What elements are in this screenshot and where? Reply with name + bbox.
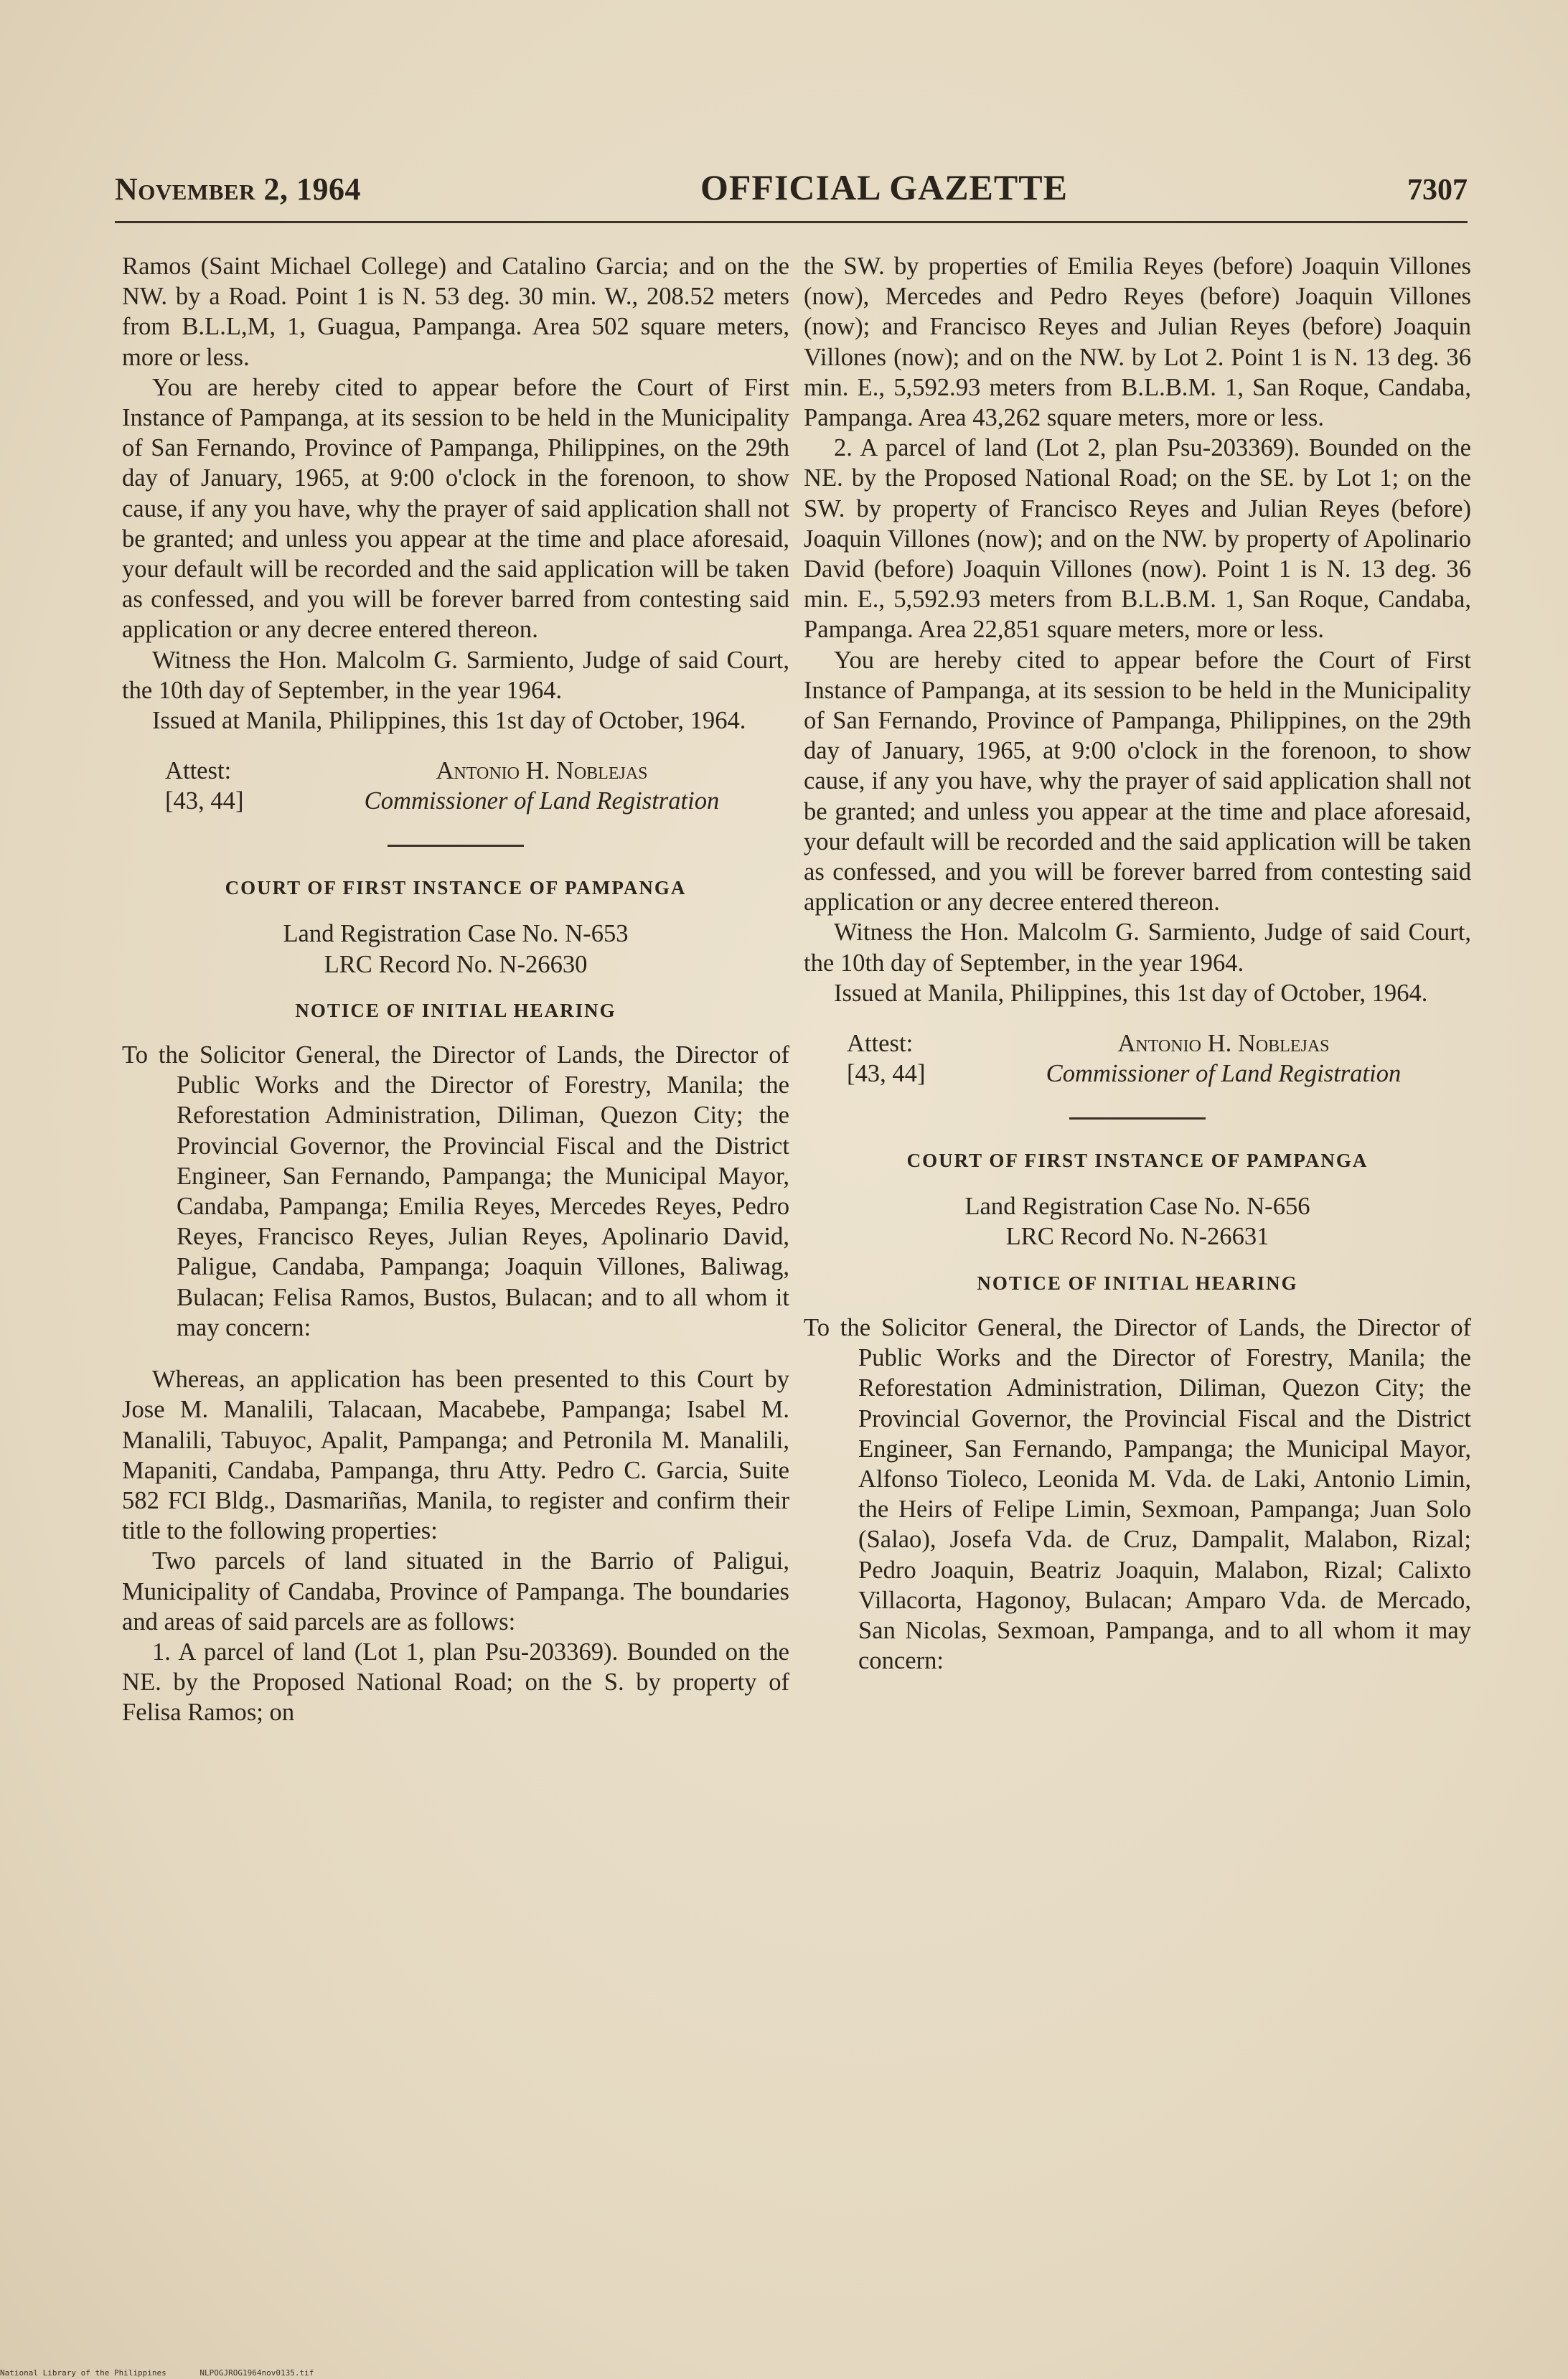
signatory-title: Commissioner of Land Registration [364, 787, 720, 815]
lrc-record: LRC Record No. N-26631 [1005, 1223, 1269, 1251]
lot-2-paragraph: 2. A parcel of land (Lot 2, plan Psu-203369). Bounded on the NE. by the Proposed National Road; on the SE. by Lot 1; on the SW. by property of Francisco Reyes and Julian Reyes (before) Joaquin Villones (now); and on the NW. by property of Apolinario David (before) Joaquin Villones (now). Point 1 is N. 13 deg. 36 min. E., 5,592.93 meters from B.L.B.M. 1, San Roque, Candaba, Pampanga. Area 22,851 square meters, more or less. [804, 434, 1471, 644]
case-number: Land Registration Case No. N-656 [964, 1193, 1310, 1221]
section-divider [1069, 1117, 1206, 1120]
attest-signatory [976, 1028, 1471, 1089]
notice-heading: NOTICE OF INITIAL HEARING [295, 999, 616, 1021]
issued-paragraph: Issued at Manila, Philippines, this 1st day of October, 1964. [834, 979, 1428, 1007]
court-heading: COURT OF FIRST INSTANCE OF PAMPANGA [225, 877, 687, 899]
attest-label: Attest: [847, 1030, 914, 1058]
addressees-paragraph: To the Solicitor General, the Director of Lands, the Director of Public Works and the Director of Forestry, Manila; the Reforestation Administration, Diliman, Quezon City; the Provincial Governor, the Provincial Fiscal and the District Engineer, San Fernando, Pampanga; the Municipal Mayor, Alfonso Tioleco, Leonida M. Vda. de Laki, Antonio Limin, the Heirs of Felipe Limin, Sexmoan, Pampanga; Juan Solo (Salao), Josefa Vda. de Cruz, Dampalit, Malabon, Rizal; Pedro Joaquin, Beatriz Joaquin, Malabon, Rizal; Calixto Villacorta, Hagonoy, Bulacan; Amparo Vda. de Mercado, San Nicolas, Sexmoan, Pampanga, and to all whom it may concern: [804, 1313, 1471, 1675]
addressees-paragraph: To the Solicitor General, the Director of Lands, the Director of Public Works and the Director of Forestry, Manila; the Reforestation Administration, Diliman, Quezon City; the Provincial Governor, the Provincial Fiscal and the District Engineer, San Fernando, Pampanga; the Municipal Mayor, Candaba, Pampanga; Emilia Reyes, Mercedes Reyes, Pedro Reyes, Francisco Reyes, Julian Reyes, Apolinario David, Paligue, Candaba, Pampanga; Joaquin Villones, Baliwag, Bulacan; Felisa Ramos, Bustos, Bulacan; and to all whom it may concern: [122, 1041, 789, 1341]
notice-heading: NOTICE OF INITIAL HEARING [977, 1272, 1298, 1294]
publication-title: OFFICIAL GAZETTE [700, 167, 1068, 207]
citation-paragraph: You are hereby cited to appear before the Court of First Instance of Pampanga, at its session to be held in the Municipality of San Fernando, Province of Pampanga, Philippines, on the 29th day of January, 1965, at 9:00 o'clock in the forenoon, to show cause, if any you have, why the prayer of said application shall not be granted; and unless you appear at the time and place aforesaid, your default will be recorded and the said application will be taken as confessed, and you will be forever barred from contesting said application or any decree entered thereon. [804, 646, 1471, 916]
attest-labels [804, 1028, 976, 1089]
right-column [804, 251, 1471, 1676]
citation-paragraph: You are hereby cited to appear before the Court of First Instance of Pampanga, at its session to be held in the Municipality of San Fernando, Province of Pampanga, Philippines, on the 29th day of January, 1965, at 9:00 o'clock in the forenoon, to show cause, if any you have, why the prayer of said application shall not be granted; and unless you appear at the time and place aforesaid, your default will be recorded and the said application will be taken as confessed, and you will be forever barred from contesting said application or any decree entered thereon. [122, 373, 789, 644]
court-heading: COURT OF FIRST INSTANCE OF PAMPANGA [906, 1150, 1369, 1172]
lrc-record: LRC Record No. N-26630 [324, 950, 588, 978]
signatory-name: Antonio H. Noblejas [1117, 1030, 1330, 1058]
attestation-block [804, 1028, 1471, 1089]
attest-label: Attest: [165, 757, 232, 785]
page-header [115, 166, 1468, 210]
attest-reference: [43, 44] [847, 1060, 926, 1088]
scan-footer [0, 2368, 342, 2378]
signatory-name: Antonio H. Noblejas [436, 757, 648, 785]
attest-signatory [294, 756, 789, 816]
witness-paragraph: Witness the Hon. Malcolm G. Sarmiento, Judge of said Court, the 10th day of September, in the year 1964. [804, 919, 1471, 977]
issue-date: November 2, 1964 [115, 172, 361, 207]
page-number: 7307 [1407, 174, 1468, 207]
lot-1-paragraph: 1. A parcel of land (Lot 1, plan Psu-203369). Bounded on the NE. by the Proposed National Road; on the S. by property of Felisa Ramos; on [122, 1638, 789, 1727]
case-number: Land Registration Case No. N-653 [283, 920, 629, 948]
left-column [122, 251, 789, 1728]
attest-labels [122, 756, 294, 816]
library-credit: National Library of the Philippines [0, 2368, 166, 2378]
lot-1-continued: the SW. by properties of Emilia Reyes (before) Joaquin Villones (now), Mercedes and Pedro Reyes (before) Joaquin Villones (now); and Francisco Reyes and Julian Reyes (before) Joaquin Villones (now); and on the NW. by Lot 2. Point 1 is N. 13 deg. 36 min. E., 5,592.93 meters from B.L.B.M. 1, San Roque, Candaba, Pampanga. Area 43,262 square meters, more or less. [804, 253, 1471, 432]
section-divider [388, 845, 524, 847]
header-rule [115, 221, 1468, 223]
attest-reference: [43, 44] [165, 787, 244, 815]
attestation-block [122, 756, 789, 816]
issued-paragraph: Issued at Manila, Philippines, this 1st day of October, 1964. [152, 707, 746, 735]
file-name: NLPOGJROG1964nov0135.tif [199, 2368, 314, 2378]
whereas-paragraph: Whereas, an application has been presented to this Court by Jose M. Manalili, Talacaan, Macabebe, Pampanga; Isabel M. Manalili, Tabuyoc, Apalit, Pampanga; and Petronila M. Manalili, Mapaniti, Candaba, Pampanga, thru Atty. Pedro C. Garcia, Suite 582 FCI Bldg., Dasmariñas, Manila, to register and confirm their title to the following properties: [122, 1366, 789, 1545]
signatory-title: Commissioner of Land Registration [1046, 1060, 1402, 1088]
parcels-paragraph: Two parcels of land situated in the Barrio of Paligui, Municipality of Candaba, Province of Pampanga. The boundaries and areas of said parcels are as follows: [122, 1547, 789, 1636]
continued-paragraph: Ramos (Saint Michael College) and Catalino Garcia; and on the NW. by a Road. Point 1 is N. 53 deg. 30 min. W., 208.52 meters from B.L.L,M, 1, Guagua, Pampanga. Area 502 square meters, more or less. [122, 253, 789, 371]
witness-paragraph: Witness the Hon. Malcolm G. Sarmiento, Judge of said Court, the 10th day of September, in the year 1964. [122, 646, 789, 704]
